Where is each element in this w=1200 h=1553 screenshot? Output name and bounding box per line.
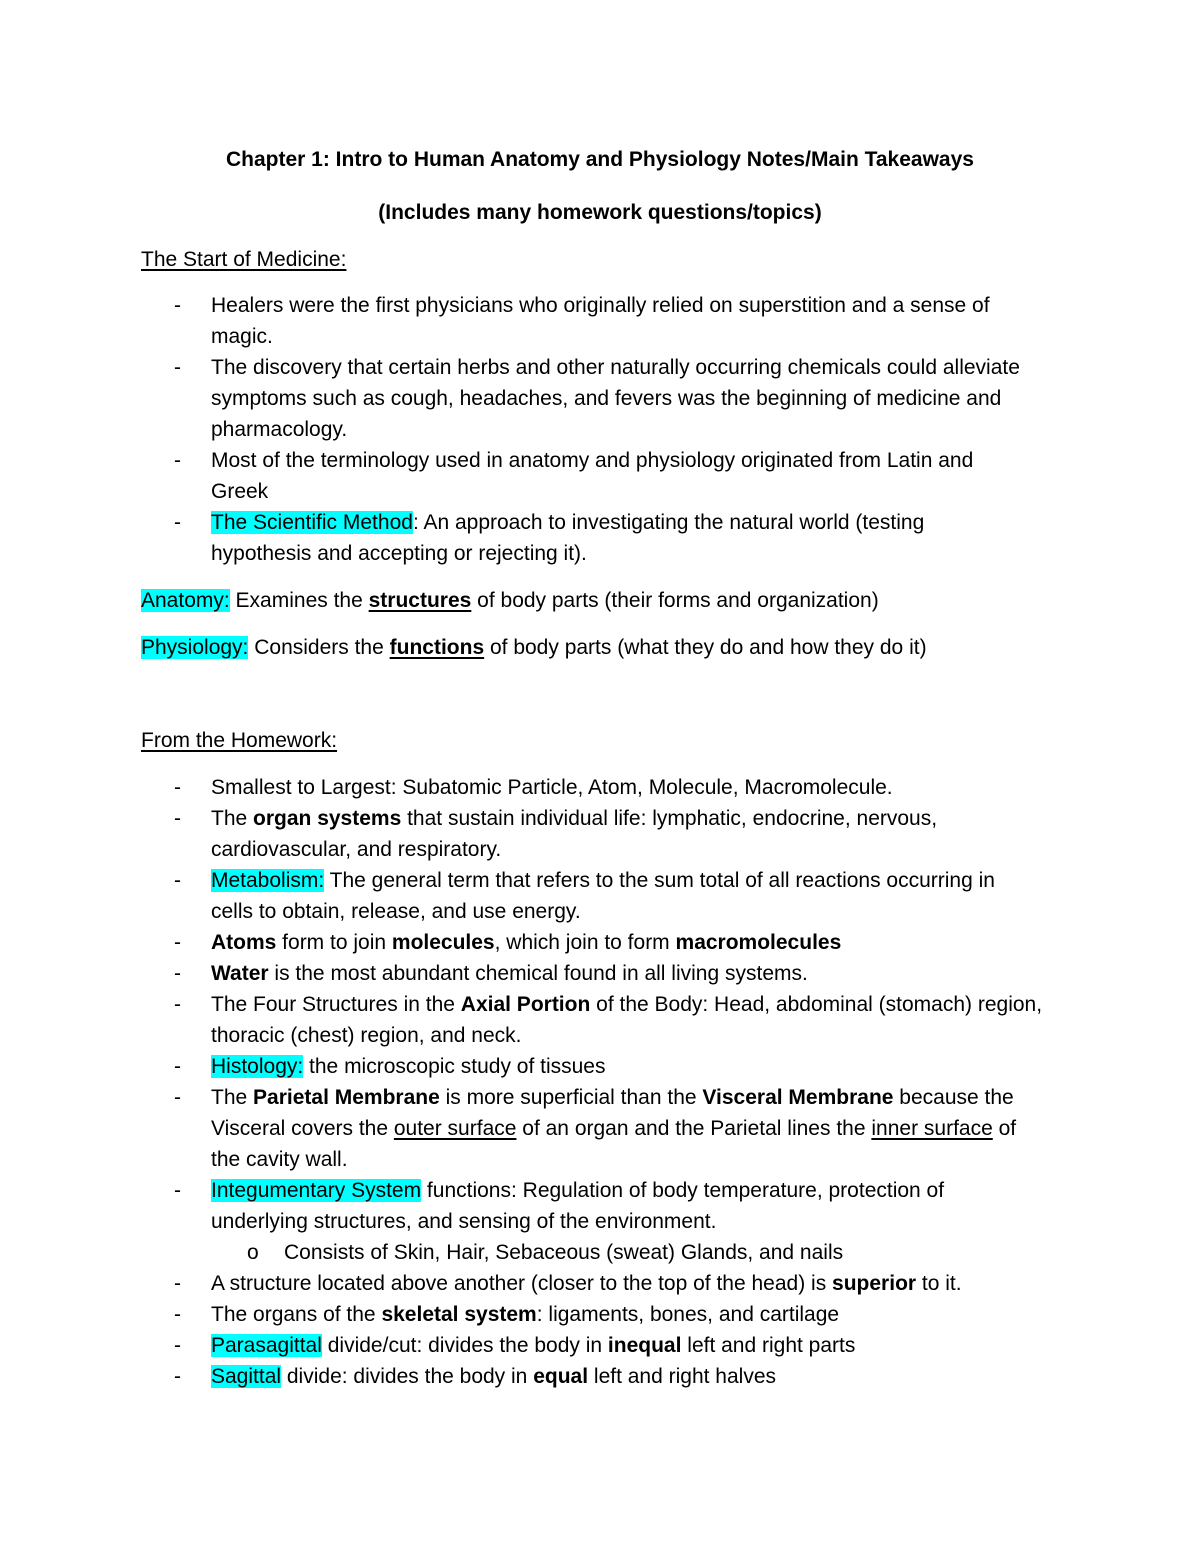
dash-bullet: -: [174, 449, 181, 472]
list-item-line: Water is the most abundant chemical found in all living systems.: [211, 962, 808, 985]
list-item-line: The Parietal Membrane is more superficial than the Visceral Membrane because the: [211, 1086, 1014, 1109]
list-item-line: The organ systems that sustain individual life: lymphatic, endocrine, nervous,: [211, 807, 938, 830]
dash-bullet: -: [174, 807, 181, 830]
list-item-line: The Four Structures in the Axial Portion of the Body: Head, abdominal (stomach) region,: [211, 993, 1043, 1016]
highlighted-term: Metabolism:: [211, 869, 325, 892]
section-heading-start-of-medicine: The Start of Medicine:: [141, 248, 347, 271]
list-item-line: Sagittal divide: divides the body in equal left and right halves: [211, 1365, 777, 1388]
dash-bullet: -: [174, 1272, 181, 1295]
list-item-line: The Scientific Method: An approach to investigating the natural world (testing: [211, 511, 925, 534]
list-item-line: cardiovascular, and respiratory.: [211, 838, 502, 861]
list-item-line: hypothesis and accepting or rejecting it).: [211, 542, 587, 565]
anatomy-definition: Anatomy: Examines the structures of body parts (their forms and organization): [141, 589, 879, 612]
key-word: structures: [368, 589, 472, 612]
dash-bullet: -: [174, 1365, 181, 1388]
list-item-line: Most of the terminology used in anatomy and physiology originated from Latin and: [211, 449, 974, 472]
list-item-line: underlying structures, and sensing of the environment.: [211, 1210, 717, 1233]
list-item-line: Smallest to Largest: Subatomic Particle, Atom, Molecule, Macromolecule.: [211, 776, 893, 799]
list-item-line: Healers were the first physicians who originally relied on superstition and a sense of: [211, 294, 990, 317]
list-item-line: pharmacology.: [211, 418, 348, 441]
list-item-line: magic.: [211, 325, 273, 348]
sub-bullet: o: [247, 1241, 259, 1264]
list-item-line: Integumentary System functions: Regulation of body temperature, protection of: [211, 1179, 945, 1202]
dash-bullet: -: [174, 511, 181, 534]
list-item-line: thoracic (chest) region, and neck.: [211, 1024, 522, 1047]
highlighted-term: Parasagittal: [211, 1334, 322, 1357]
list-item-line: cells to obtain, release, and use energy.: [211, 900, 581, 923]
dash-bullet: -: [174, 294, 181, 317]
highlighted-term: Integumentary System: [211, 1179, 422, 1202]
sub-list-item: Consists of Skin, Hair, Sebaceous (sweat) Glands, and nails: [284, 1241, 844, 1264]
list-item-line: the cavity wall.: [211, 1148, 348, 1171]
list-item-line: The organs of the skeletal system: ligaments, bones, and cartilage: [211, 1303, 840, 1326]
document-subtitle: (Includes many homework questions/topics): [378, 201, 822, 224]
dash-bullet: -: [174, 1334, 181, 1357]
section-heading-from-homework: From the Homework:: [141, 729, 338, 752]
list-item-line: symptoms such as cough, headaches, and fevers was the beginning of medicine and: [211, 387, 1002, 410]
dash-bullet: -: [174, 1055, 181, 1078]
highlighted-term: The Scientific Method: [211, 511, 413, 534]
dash-bullet: -: [174, 1179, 181, 1202]
list-item-line: A structure located above another (closer to the top of the head) is superior to it.: [211, 1272, 962, 1295]
list-item-line: Histology: the microscopic study of tissues: [211, 1055, 606, 1078]
dash-bullet: -: [174, 869, 181, 892]
highlighted-term: Sagittal: [211, 1365, 282, 1388]
list-item-line: Parasagittal divide/cut: divides the body in inequal left and right parts: [211, 1334, 856, 1357]
dash-bullet: -: [174, 1303, 181, 1326]
highlighted-term: Anatomy:: [141, 589, 230, 612]
list-item-line: The discovery that certain herbs and other naturally occurring chemicals could alleviate: [211, 356, 1020, 379]
list-item-line: Visceral covers the outer surface of an organ and the Parietal lines the inner surface of: [211, 1117, 1017, 1140]
key-word: functions: [389, 636, 485, 659]
highlighted-term: Physiology:: [141, 636, 249, 659]
dash-bullet: -: [174, 776, 181, 799]
list-item-line: Atoms form to join molecules, which join to form macromolecules: [211, 931, 842, 954]
physiology-definition: Physiology: Considers the functions of body parts (what they do and how they do it): [141, 636, 927, 659]
dash-bullet: -: [174, 1086, 181, 1109]
dash-bullet: -: [174, 356, 181, 379]
dash-bullet: -: [174, 931, 181, 954]
list-item-line: Metabolism: The general term that refers to the sum total of all reactions occurring in: [211, 869, 995, 892]
document-title: Chapter 1: Intro to Human Anatomy and Physiology Notes/Main Takeaways: [226, 148, 974, 171]
dash-bullet: -: [174, 962, 181, 985]
dash-bullet: -: [174, 993, 181, 1016]
list-item-line: Greek: [211, 480, 269, 503]
highlighted-term: Histology:: [211, 1055, 304, 1078]
